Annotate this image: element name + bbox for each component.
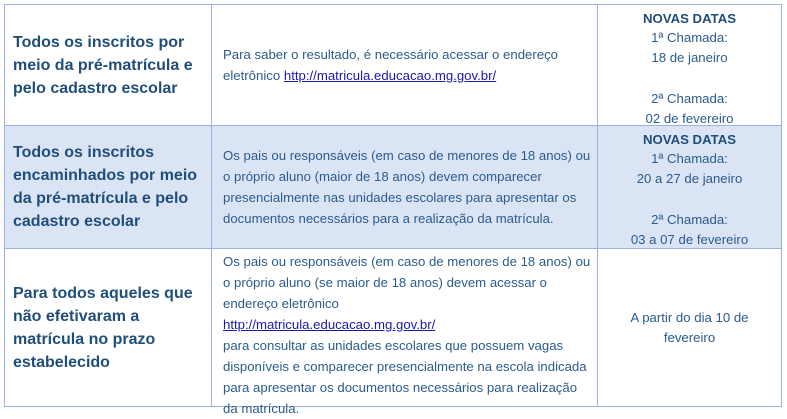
row-heading: Para todos aqueles que não efetivaram a matrícula no prazo estabelecido (13, 284, 193, 371)
row-dates-cell (598, 249, 781, 406)
enrollment-link[interactable]: http://matricula.educacao.mg.gov.br/ (283, 68, 497, 83)
first-call-date: 20 a 27 de janeiro (636, 171, 743, 186)
row-heading-cell (5, 126, 212, 248)
row-heading: Todos os inscritos encaminhados por meio da pré-matrícula e pelo cadastro escolar (13, 144, 198, 230)
row-description-cell (212, 126, 598, 248)
first-call-date: 18 de janeiro (651, 50, 728, 65)
table-row (5, 249, 781, 416)
row-description (223, 251, 593, 419)
row-dates-cell (598, 126, 781, 248)
schedule-table (4, 4, 782, 416)
row-heading-cell (5, 249, 212, 406)
late-enrollment-date: A partir do dia 10 de fevereiro (630, 309, 749, 345)
second-call-date: 02 de fevereiro (645, 111, 734, 126)
row-heading: Todos os inscritos por meio da pré-matrícula e pelo cadastro escolar (13, 33, 193, 97)
row-description (223, 44, 593, 86)
row-heading-cell (5, 5, 212, 125)
first-call-label: 1ª Chamada: (651, 30, 728, 45)
dates-title: NOVAS DATAS (642, 132, 737, 147)
table-row (5, 5, 781, 126)
first-call-label: 1ª Chamada: (651, 151, 728, 166)
row-description: Os pais ou responsáveis (em caso de menores de 18 anos) ou o próprio aluno (maior de 18 anos) devem comparecer presencialmente nas unidades escolares para apresentar os documentos necessários para a realização da matrícula. (223, 148, 591, 226)
row-dates-cell (598, 5, 781, 125)
description-text-after: para consultar as unidades escolares que possuem vagas disponíveis e comparecer presencialmente na escola indicada para apresentar os documentos necessários para realização da matrícula. (223, 338, 587, 416)
second-call-date: 03 a 07 de fevereiro (630, 232, 749, 247)
enrollment-link[interactable]: http://matricula.educacao.mg.gov.br/ (223, 317, 436, 332)
row-description-cell (212, 249, 598, 416)
second-call-label: 2ª Chamada: (651, 212, 728, 227)
table-row (5, 126, 781, 249)
dates-title: NOVAS DATAS (642, 11, 737, 26)
row-description-cell (212, 5, 598, 125)
description-text: Os pais ou responsáveis (em caso de menores de 18 anos) ou o próprio aluno (se maior de 18 anos) devem acessar o endereço eletrônico (223, 254, 591, 311)
description-text: Para saber o resultado, é necessário acessar o endereço eletrônico (223, 47, 559, 83)
second-call-label: 2ª Chamada: (651, 91, 728, 106)
